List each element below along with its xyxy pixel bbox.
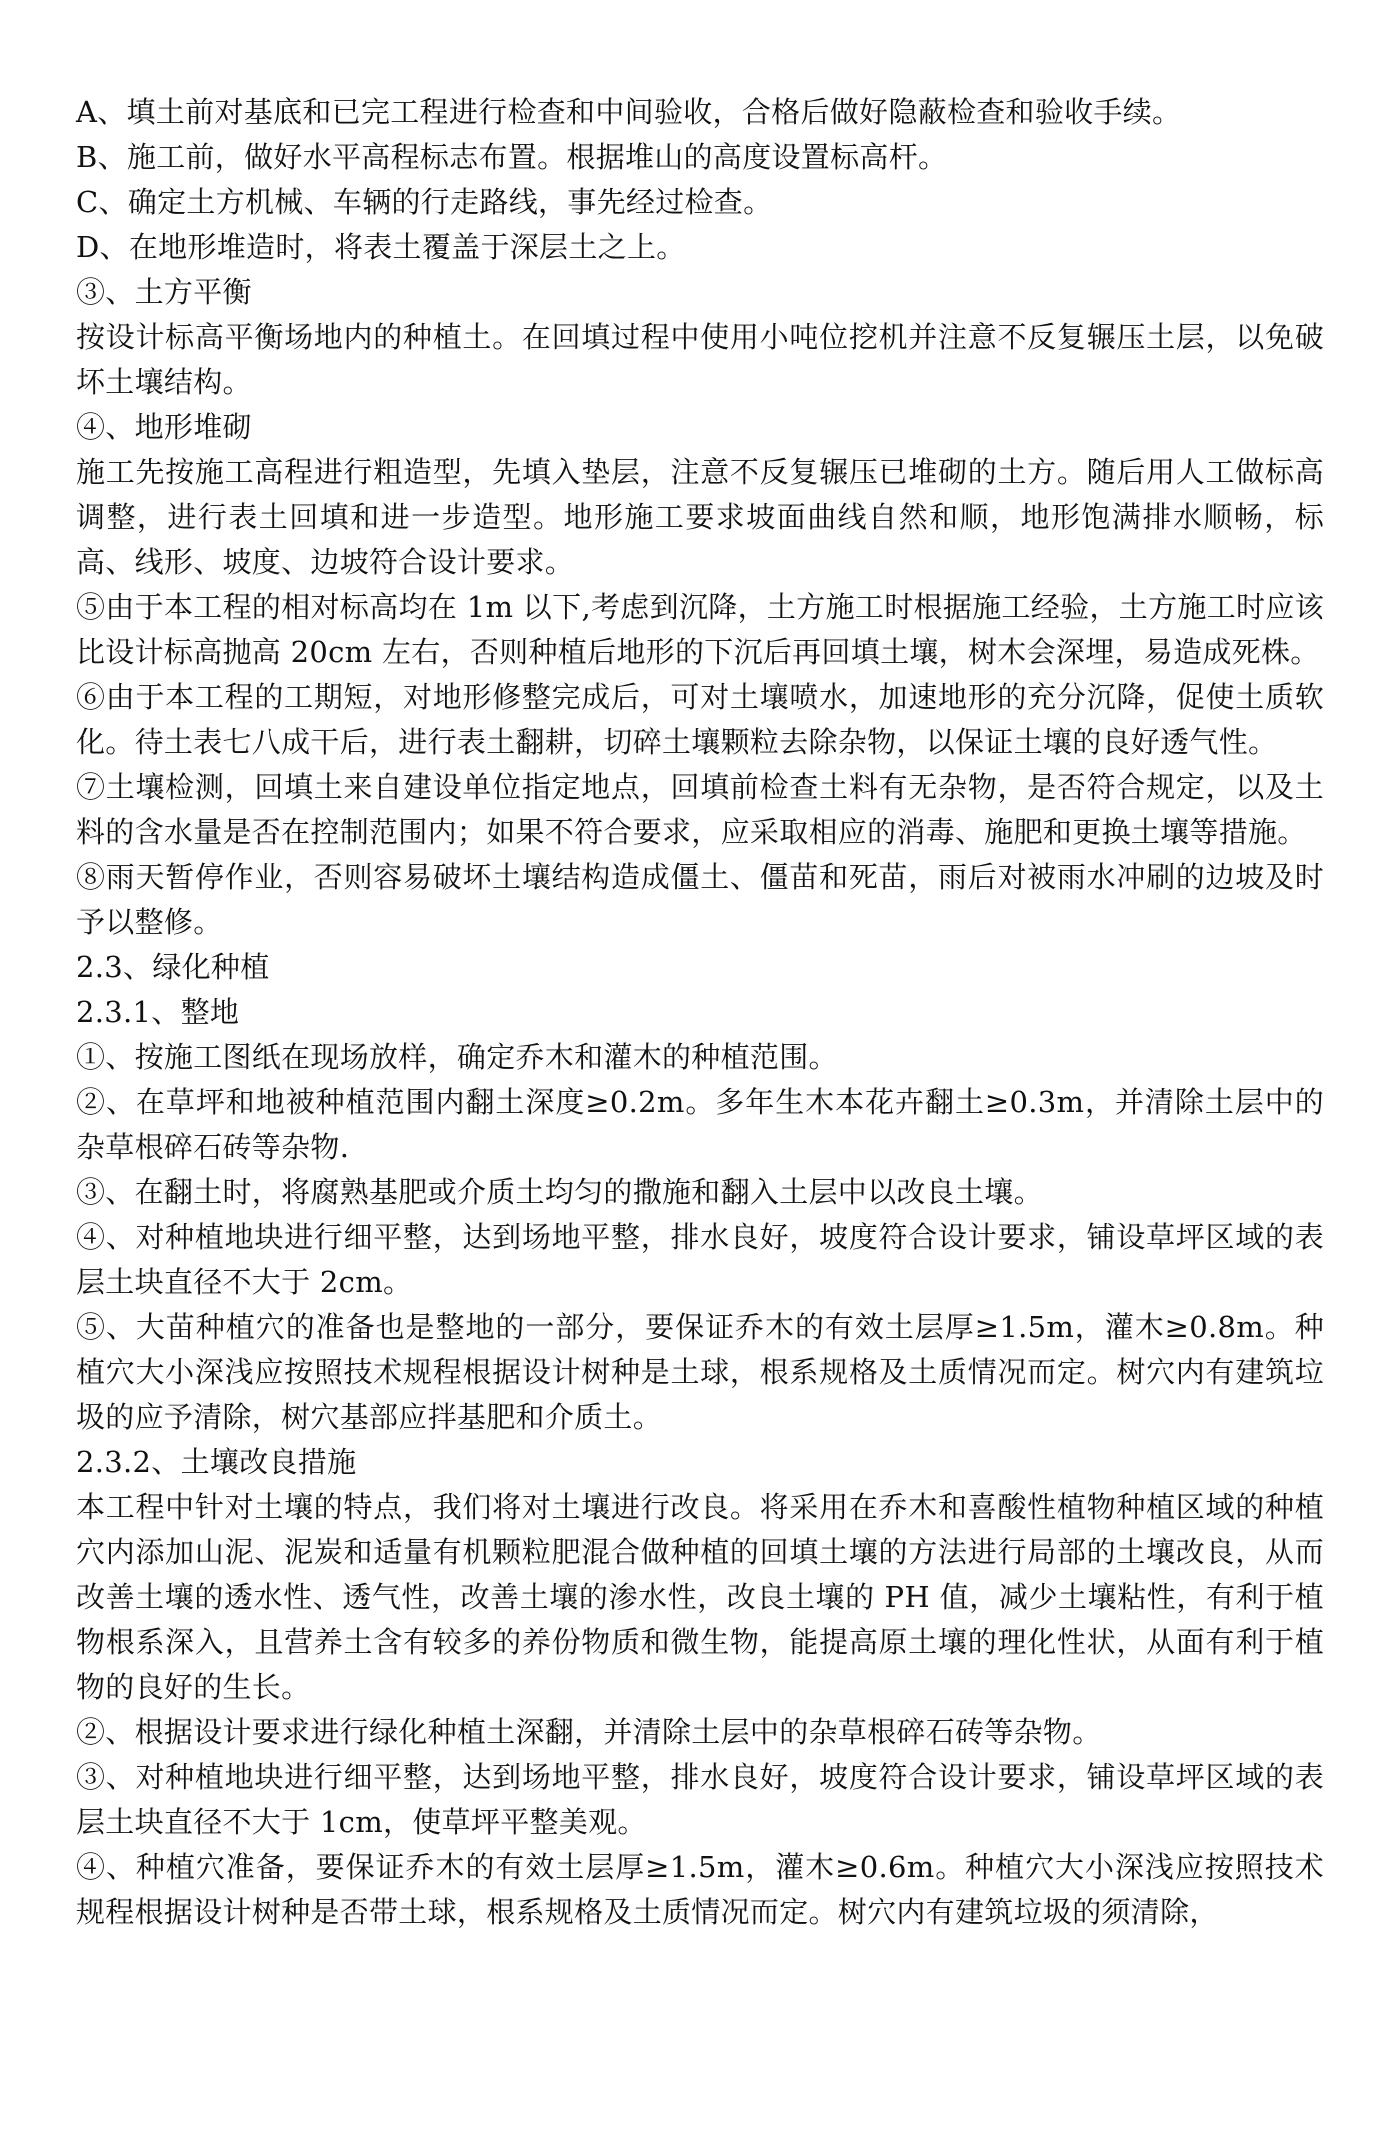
document-body — [76, 90, 1324, 1935]
list-item-2b: ②、根据设计要求进行绿化种植土深翻，并清除土层中的杂草根碎石砖等杂物。 — [76, 1715, 1102, 1749]
section-heading-2-3-2: 2.3.2、土壤改良措施 — [76, 1445, 357, 1479]
section-heading-2-3-1: 2.3.1、整地 — [76, 995, 240, 1029]
paragraph-item-8: ⑧雨天暂停作业，否则容易破坏土壤结构造成僵土、僵苗和死苗，雨后对被雨水冲刷的边坡及时予以整修。 — [76, 860, 1324, 939]
paragraph-a: A、填土前对基底和已完工程进行检查和中间验收，合格后做好隐蔽检查和验收手续。 — [76, 95, 1182, 129]
list-item-2: ②、在草坪和地被种植范围内翻土深度≥0.2m。多年生木本花卉翻土≥0.3m，并清除土层中的杂草根碎石砖等杂物. — [76, 1085, 1324, 1164]
paragraph-item-7: ⑦土壤检测，回填土来自建设单位指定地点，回填前检查土料有无杂物，是否符合规定，以及土料的含水量是否在控制范围内；如果不符合要求，应采取相应的消毒、施肥和更换土壤等措施。 — [76, 770, 1324, 849]
heading-earthwork-balance: ③、土方平衡 — [76, 275, 252, 309]
paragraph-c: C、确定土方机械、车辆的行走路线，事先经过检查。 — [76, 185, 773, 219]
paragraph-item-6: ⑥由于本工程的工期短，对地形修整完成后，可对土壤喷水，加速地形的充分沉降，促使土质软化。待土表七八成干后，进行表土翻耕，切碎土壤颗粒去除杂物，以保证土壤的良好透气性。 — [76, 680, 1324, 759]
paragraph-b: B、施工前，做好水平高程标志布置。根据堆山的高度设置标高杆。 — [76, 140, 948, 174]
list-item-4: ④、对种植地块进行细平整，达到场地平整，排水良好，坡度符合设计要求，铺设草坪区域的表层土块直径不大于 2cm。 — [76, 1220, 1324, 1299]
list-item-3: ③、在翻土时，将腐熟基肥或介质土均匀的撒施和翻入土层中以改良土壤。 — [76, 1175, 1043, 1209]
paragraph-terrain-stacking: 施工先按施工高程进行粗造型，先填入垫层，注意不反复辗压已堆砌的土方。随后用人工做标高调整，进行表土回填和进一步造型。地形施工要求坡面曲线自然和顺，地形饱满排水顺畅，标高、线形、坡度、边坡符合设计要求。 — [76, 455, 1324, 579]
list-item-3b: ③、对种植地块进行细平整，达到场地平整，排水良好，坡度符合设计要求，铺设草坪区域的表层土块直径不大于 1cm，使草坪平整美观。 — [76, 1760, 1324, 1839]
paragraph-item-5: ⑤由于本工程的相对标高均在 1m 以下,考虑到沉降，土方施工时根据施工经验，土方施工时应该比设计标高抛高 20cm 左右，否则种植后地形的下沉后再回填土壤，树木会深埋，易造成死株。 — [76, 590, 1324, 669]
paragraph-d: D、在地形堆造时，将表土覆盖于深层土之上。 — [76, 230, 686, 264]
heading-terrain-stacking: ④、地形堆砌 — [76, 410, 252, 444]
section-heading-2-3: 2.3、绿化种植 — [76, 950, 270, 984]
paragraph-earthwork-balance: 按设计标高平衡场地内的种植土。在回填过程中使用小吨位挖机并注意不反复辗压土层，以免破坏土壤结构。 — [76, 320, 1324, 399]
list-item-5: ⑤、大苗种植穴的准备也是整地的一部分，要保证乔木的有效土层厚≥1.5m，灌木≥0.8m。种植穴大小深浅应按照技术规程根据设计树种是土球，根系规格及土质情况而定。树穴内有建筑垃圾的应予清除，树穴基部应拌基肥和介质土。 — [76, 1310, 1324, 1434]
paragraph-soil-improvement: 本工程中针对土壤的特点，我们将对土壤进行改良。将采用在乔木和喜酸性植物种植区域的种植穴内添加山泥、泥炭和适量有机颗粒肥混合做种植的回填土壤的方法进行局部的土壤改良，从而改善土壤的透水性、透气性，改善土壤的渗水性，改良土壤的 PH 值，减少土壤粘性，有利于植物根系深入，且营养土含有较多的养份物质和微生物，能提高原土壤的理化性状，从面有利于植物的良好的生长。 — [76, 1490, 1324, 1704]
list-item-1: ①、按施工图纸在现场放样，确定乔木和灌木的种植范围。 — [76, 1040, 838, 1074]
list-item-4b: ④、种植穴准备，要保证乔木的有效土层厚≥1.5m，灌木≥0.6m。种植穴大小深浅应按照技术规程根据设计树种是否带土球，根系规格及土质情况而定。树穴内有建筑垃圾的须清除， — [76, 1850, 1324, 1929]
